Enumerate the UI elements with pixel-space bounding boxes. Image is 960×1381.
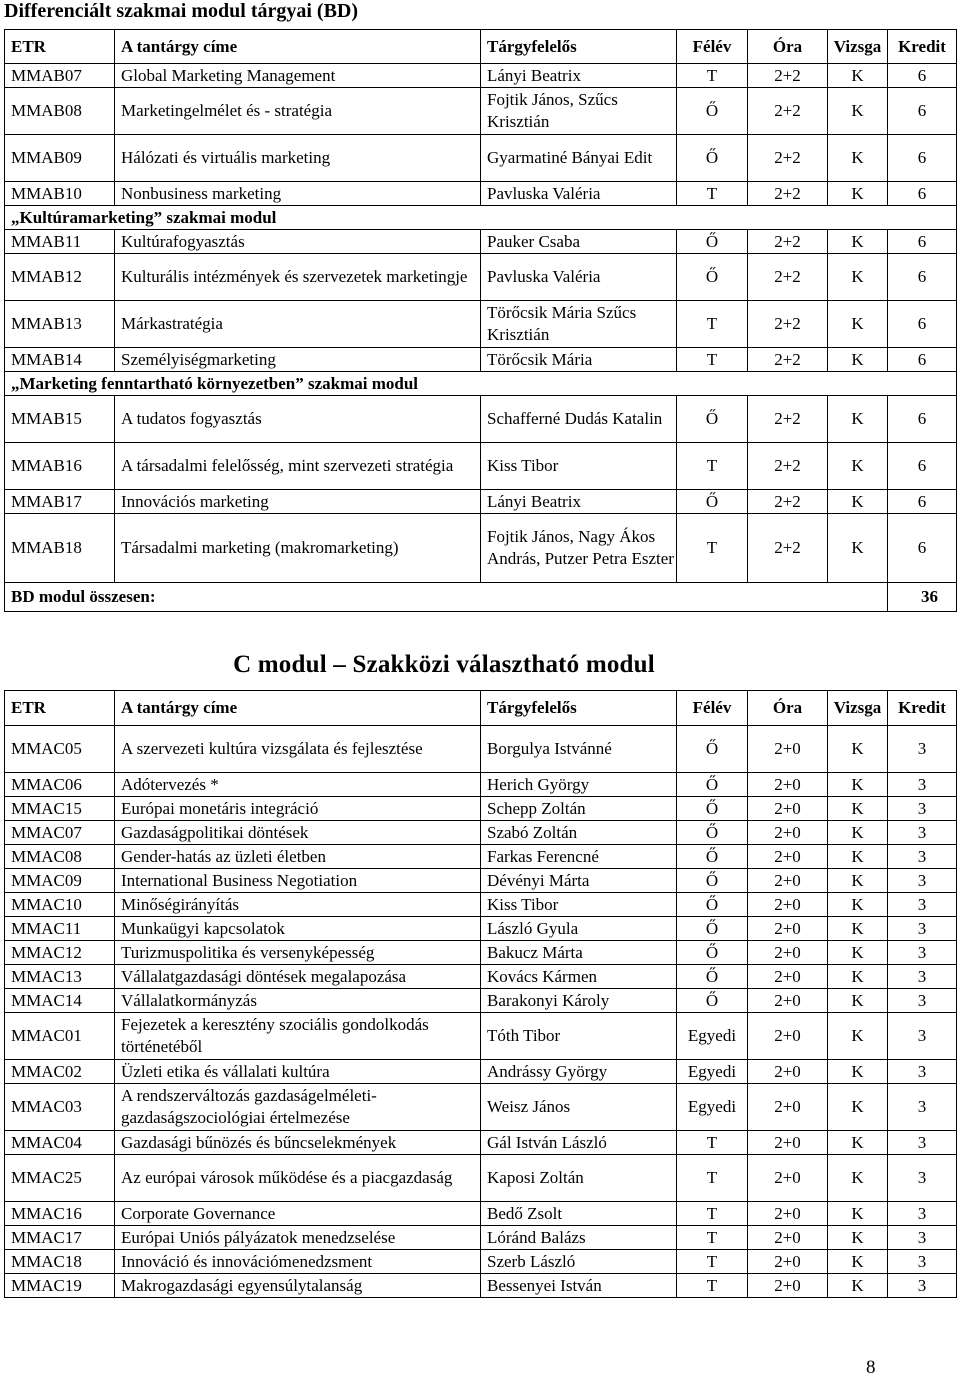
module-heading: „Marketing fenntartható környezetben” szakmai modul bbox=[5, 372, 957, 396]
cell-kredit: 6 bbox=[888, 254, 957, 301]
cell-resp: Bessenyei István bbox=[481, 1274, 677, 1298]
cell-kredit: 3 bbox=[888, 1013, 957, 1060]
cell-resp: László Gyula bbox=[481, 917, 677, 941]
cell-ora: 2+0 bbox=[748, 989, 828, 1013]
cell-vizsga: K bbox=[828, 88, 888, 135]
cell-kredit: 3 bbox=[888, 1060, 957, 1084]
cell-resp: Schepp Zoltán bbox=[481, 797, 677, 821]
cell-felev: T bbox=[677, 1202, 748, 1226]
cell-resp: Törőcsik Mária bbox=[481, 348, 677, 372]
cell-code: MMAB09 bbox=[5, 135, 115, 182]
header-title: A tantárgy címe bbox=[115, 691, 481, 726]
cell-ora: 2+0 bbox=[748, 965, 828, 989]
table-row bbox=[5, 396, 957, 443]
cell-code: MMAC11 bbox=[5, 917, 115, 941]
cell-resp: Tóth Tibor bbox=[481, 1013, 677, 1060]
cell-felev: Ő bbox=[677, 869, 748, 893]
cell-ora: 2+2 bbox=[748, 301, 828, 348]
cell-vizsga: K bbox=[828, 1226, 888, 1250]
table-row bbox=[5, 1131, 957, 1155]
cell-kredit: 3 bbox=[888, 1155, 957, 1202]
cell-felev: T bbox=[677, 1274, 748, 1298]
header-title: A tantárgy címe bbox=[115, 30, 481, 64]
cell-kredit: 3 bbox=[888, 1131, 957, 1155]
cell-code: MMAC07 bbox=[5, 821, 115, 845]
table-header-row bbox=[5, 691, 957, 726]
cell-kredit: 3 bbox=[888, 989, 957, 1013]
cell-felev: Ő bbox=[677, 773, 748, 797]
cell-title: Corporate Governance bbox=[115, 1202, 481, 1226]
cell-felev: Ő bbox=[677, 893, 748, 917]
cell-ora: 2+0 bbox=[748, 1274, 828, 1298]
cell-ora: 2+0 bbox=[748, 1013, 828, 1060]
cell-vizsga: K bbox=[828, 490, 888, 514]
cell-title: Innováció és innovációmenedzsment bbox=[115, 1250, 481, 1274]
header-felev: Félév bbox=[677, 691, 748, 726]
table-row bbox=[5, 1060, 957, 1084]
cell-kredit: 3 bbox=[888, 726, 957, 773]
header-vizsga: Vizsga bbox=[828, 30, 888, 64]
cell-resp: Dévényi Márta bbox=[481, 869, 677, 893]
cell-code: MMAB12 bbox=[5, 254, 115, 301]
cell-code: MMAC18 bbox=[5, 1250, 115, 1274]
cell-felev: Ő bbox=[677, 797, 748, 821]
cell-resp: Lányi Beatrix bbox=[481, 490, 677, 514]
cell-title: Gazdasági bűnözés és bűncselekmények bbox=[115, 1131, 481, 1155]
cell-felev: Ő bbox=[677, 88, 748, 135]
cell-ora: 2+2 bbox=[748, 182, 828, 206]
cell-felev: Ő bbox=[677, 490, 748, 514]
cell-ora: 2+0 bbox=[748, 1155, 828, 1202]
header-felev: Félév bbox=[677, 30, 748, 64]
header-code: ETR bbox=[5, 30, 115, 64]
cell-kredit: 3 bbox=[888, 1084, 957, 1131]
table-row bbox=[5, 965, 957, 989]
cell-vizsga: K bbox=[828, 64, 888, 88]
cell-resp: Pavluska Valéria bbox=[481, 254, 677, 301]
cell-kredit: 3 bbox=[888, 1274, 957, 1298]
cell-title: Társadalmi marketing (makromarketing) bbox=[115, 514, 481, 583]
cell-ora: 2+0 bbox=[748, 893, 828, 917]
cell-kredit: 3 bbox=[888, 773, 957, 797]
cell-vizsga: K bbox=[828, 845, 888, 869]
cell-code: MMAB07 bbox=[5, 64, 115, 88]
cell-felev: T bbox=[677, 1250, 748, 1274]
cell-resp: Szerb László bbox=[481, 1250, 677, 1274]
cell-vizsga: K bbox=[828, 869, 888, 893]
cell-resp: Kovács Kármen bbox=[481, 965, 677, 989]
cell-felev: Ő bbox=[677, 917, 748, 941]
cell-resp: Borgulya Istvánné bbox=[481, 726, 677, 773]
table-row bbox=[5, 514, 957, 583]
cell-vizsga: K bbox=[828, 726, 888, 773]
cell-code: MMAB13 bbox=[5, 301, 115, 348]
cell-vizsga: K bbox=[828, 965, 888, 989]
cell-kredit: 6 bbox=[888, 64, 957, 88]
table-row bbox=[5, 64, 957, 88]
cell-felev: T bbox=[677, 514, 748, 583]
cell-code: MMAC09 bbox=[5, 869, 115, 893]
cell-ora: 2+0 bbox=[748, 1202, 828, 1226]
cell-code: MMAB18 bbox=[5, 514, 115, 583]
cell-title: Kulturális intézmények és szervezetek marketingje bbox=[115, 254, 481, 301]
cell-code: MMAC25 bbox=[5, 1155, 115, 1202]
cell-title: Vállalatgazdasági döntések megalapozása bbox=[115, 965, 481, 989]
cell-code: MMAB15 bbox=[5, 396, 115, 443]
cell-title: A rendszerváltozás gazdaságelméleti-gazdaságszociológiai értelmezése bbox=[115, 1084, 481, 1131]
cell-code: MMAB08 bbox=[5, 88, 115, 135]
cell-resp: Kiss Tibor bbox=[481, 443, 677, 490]
cell-resp: Weisz János bbox=[481, 1084, 677, 1131]
cell-kredit: 6 bbox=[888, 182, 957, 206]
cell-title: Üzleti etika és vállalati kultúra bbox=[115, 1060, 481, 1084]
cell-code: MMAC04 bbox=[5, 1131, 115, 1155]
cell-felev: Ő bbox=[677, 821, 748, 845]
module-heading-row bbox=[5, 372, 957, 396]
cell-kredit: 3 bbox=[888, 1226, 957, 1250]
table-row bbox=[5, 917, 957, 941]
cell-title: Makrogazdasági egyensúlytalanság bbox=[115, 1274, 481, 1298]
table-row bbox=[5, 1250, 957, 1274]
cell-title: Márkastratégia bbox=[115, 301, 481, 348]
cell-kredit: 6 bbox=[888, 514, 957, 583]
table-row bbox=[5, 821, 957, 845]
cell-ora: 2+2 bbox=[748, 254, 828, 301]
cell-ora: 2+2 bbox=[748, 230, 828, 254]
cell-title: Marketingelmélet és - stratégia bbox=[115, 88, 481, 135]
cell-resp: Fojtik János, Szűcs Krisztián bbox=[481, 88, 677, 135]
cell-vizsga: K bbox=[828, 989, 888, 1013]
cell-vizsga: K bbox=[828, 443, 888, 490]
cell-ora: 2+0 bbox=[748, 1084, 828, 1131]
table-row bbox=[5, 1013, 957, 1060]
cell-kredit: 6 bbox=[888, 348, 957, 372]
summary-label: BD modul összesen: bbox=[5, 583, 888, 612]
header-vizsga: Vizsga bbox=[828, 691, 888, 726]
cell-felev: T bbox=[677, 182, 748, 206]
cell-kredit: 3 bbox=[888, 1202, 957, 1226]
cell-ora: 2+0 bbox=[748, 917, 828, 941]
cell-title: Turizmuspolitika és versenyképesség bbox=[115, 941, 481, 965]
cell-ora: 2+0 bbox=[748, 1226, 828, 1250]
table-row bbox=[5, 88, 957, 135]
cell-resp: Kaposi Zoltán bbox=[481, 1155, 677, 1202]
cell-title: Személyiségmarketing bbox=[115, 348, 481, 372]
cell-kredit: 6 bbox=[888, 230, 957, 254]
header-kredit: Kredit bbox=[888, 30, 957, 64]
cell-code: MMAB11 bbox=[5, 230, 115, 254]
cell-code: MMAC10 bbox=[5, 893, 115, 917]
cell-felev: Ő bbox=[677, 135, 748, 182]
table-row bbox=[5, 941, 957, 965]
cell-felev: Ő bbox=[677, 230, 748, 254]
cell-resp: Törőcsik Mária Szűcs Krisztián bbox=[481, 301, 677, 348]
cell-title: Munkaügyi kapcsolatok bbox=[115, 917, 481, 941]
table-row bbox=[5, 348, 957, 372]
cell-kredit: 3 bbox=[888, 821, 957, 845]
cell-vizsga: K bbox=[828, 514, 888, 583]
summary-row bbox=[5, 583, 957, 612]
cell-title: Kultúrafogyasztás bbox=[115, 230, 481, 254]
header-kredit: Kredit bbox=[888, 691, 957, 726]
cell-resp: Fojtik János, Nagy Ákos András, Putzer Petra Eszter bbox=[481, 514, 677, 583]
cell-title: Vállalatkormányzás bbox=[115, 989, 481, 1013]
cell-title: Európai Uniós pályázatok menedzselése bbox=[115, 1226, 481, 1250]
table-row bbox=[5, 135, 957, 182]
cell-code: MMAC17 bbox=[5, 1226, 115, 1250]
table-row bbox=[5, 893, 957, 917]
cell-kredit: 3 bbox=[888, 917, 957, 941]
cell-ora: 2+0 bbox=[748, 869, 828, 893]
cell-ora: 2+0 bbox=[748, 1060, 828, 1084]
cell-code: MMAC06 bbox=[5, 773, 115, 797]
cell-kredit: 6 bbox=[888, 88, 957, 135]
cell-vizsga: K bbox=[828, 182, 888, 206]
cell-vizsga: K bbox=[828, 941, 888, 965]
cell-title: Az európai városok működése és a piacgazdaság bbox=[115, 1155, 481, 1202]
cell-title: A társadalmi felelősség, mint szervezeti stratégia bbox=[115, 443, 481, 490]
cell-code: MMAB16 bbox=[5, 443, 115, 490]
table-row bbox=[5, 726, 957, 773]
module-heading: „Kultúramarketing” szakmai modul bbox=[5, 206, 957, 230]
cell-ora: 2+0 bbox=[748, 845, 828, 869]
cell-kredit: 6 bbox=[888, 443, 957, 490]
header-resp: Tárgyfelelős bbox=[481, 691, 677, 726]
cell-title: Nonbusiness marketing bbox=[115, 182, 481, 206]
cell-title: A tudatos fogyasztás bbox=[115, 396, 481, 443]
cell-felev: Ő bbox=[677, 965, 748, 989]
summary-value: 36 bbox=[888, 583, 957, 612]
cell-felev: T bbox=[677, 1131, 748, 1155]
cell-felev: T bbox=[677, 1155, 748, 1202]
cell-felev: Ő bbox=[677, 396, 748, 443]
cell-code: MMAC03 bbox=[5, 1084, 115, 1131]
cell-resp: Bakucz Márta bbox=[481, 941, 677, 965]
table-row bbox=[5, 1274, 957, 1298]
cell-resp: Herich György bbox=[481, 773, 677, 797]
cell-title: Gazdaságpolitikai döntések bbox=[115, 821, 481, 845]
cell-code: MMAC02 bbox=[5, 1060, 115, 1084]
cell-ora: 2+2 bbox=[748, 396, 828, 443]
cell-kredit: 3 bbox=[888, 965, 957, 989]
cell-title: Gender-hatás az üzleti életben bbox=[115, 845, 481, 869]
cell-vizsga: K bbox=[828, 1250, 888, 1274]
section-c-title: C modul – Szakközi választható modul bbox=[233, 651, 655, 678]
header-ora: Óra bbox=[748, 691, 828, 726]
cell-resp: Pavluska Valéria bbox=[481, 182, 677, 206]
cell-code: MMAB17 bbox=[5, 490, 115, 514]
cell-ora: 2+2 bbox=[748, 490, 828, 514]
cell-felev: T bbox=[677, 301, 748, 348]
cell-ora: 2+0 bbox=[748, 1250, 828, 1274]
cell-code: MMAC19 bbox=[5, 1274, 115, 1298]
cell-vizsga: K bbox=[828, 1155, 888, 1202]
cell-felev: Egyedi bbox=[677, 1060, 748, 1084]
cell-ora: 2+2 bbox=[748, 135, 828, 182]
cell-vizsga: K bbox=[828, 821, 888, 845]
table-row bbox=[5, 989, 957, 1013]
table-row bbox=[5, 845, 957, 869]
cell-title: International Business Negotiation bbox=[115, 869, 481, 893]
cell-ora: 2+2 bbox=[748, 348, 828, 372]
cell-code: MMAC08 bbox=[5, 845, 115, 869]
cell-code: MMAC05 bbox=[5, 726, 115, 773]
cell-code: MMAC14 bbox=[5, 989, 115, 1013]
table-row bbox=[5, 254, 957, 301]
cell-vizsga: K bbox=[828, 1013, 888, 1060]
cell-kredit: 6 bbox=[888, 490, 957, 514]
cell-felev: Ő bbox=[677, 845, 748, 869]
cell-felev: Ő bbox=[677, 254, 748, 301]
cell-resp: Schafferné Dudás Katalin bbox=[481, 396, 677, 443]
module-heading-row bbox=[5, 206, 957, 230]
cell-code: MMAC13 bbox=[5, 965, 115, 989]
table-row bbox=[5, 1155, 957, 1202]
cell-vizsga: K bbox=[828, 348, 888, 372]
table-row bbox=[5, 1202, 957, 1226]
cell-resp: Barakonyi Károly bbox=[481, 989, 677, 1013]
cell-ora: 2+0 bbox=[748, 773, 828, 797]
cell-felev: Egyedi bbox=[677, 1013, 748, 1060]
cell-kredit: 3 bbox=[888, 941, 957, 965]
cell-ora: 2+0 bbox=[748, 726, 828, 773]
table-row bbox=[5, 869, 957, 893]
cell-kredit: 6 bbox=[888, 301, 957, 348]
cell-title: Global Marketing Management bbox=[115, 64, 481, 88]
cell-code: MMAB14 bbox=[5, 348, 115, 372]
cell-resp: Szabó Zoltán bbox=[481, 821, 677, 845]
cell-code: MMAC12 bbox=[5, 941, 115, 965]
cell-ora: 2+0 bbox=[748, 1131, 828, 1155]
cell-title: Adótervezés * bbox=[115, 773, 481, 797]
cell-vizsga: K bbox=[828, 254, 888, 301]
cell-code: MMAB10 bbox=[5, 182, 115, 206]
cell-felev: Ő bbox=[677, 989, 748, 1013]
cell-vizsga: K bbox=[828, 797, 888, 821]
table-row bbox=[5, 182, 957, 206]
table-row bbox=[5, 230, 957, 254]
cell-felev: T bbox=[677, 1226, 748, 1250]
header-code: ETR bbox=[5, 691, 115, 726]
cell-kredit: 6 bbox=[888, 135, 957, 182]
cell-title: Minőségirányítás bbox=[115, 893, 481, 917]
cell-felev: Ő bbox=[677, 726, 748, 773]
cell-title: Hálózati és virtuális marketing bbox=[115, 135, 481, 182]
cell-kredit: 3 bbox=[888, 1250, 957, 1274]
cell-ora: 2+2 bbox=[748, 443, 828, 490]
cell-vizsga: K bbox=[828, 893, 888, 917]
cell-resp: Lányi Beatrix bbox=[481, 64, 677, 88]
cell-resp: Gál István László bbox=[481, 1131, 677, 1155]
cell-kredit: 3 bbox=[888, 869, 957, 893]
cell-vizsga: K bbox=[828, 396, 888, 443]
cell-resp: Lóránd Balázs bbox=[481, 1226, 677, 1250]
table-row bbox=[5, 1226, 957, 1250]
course-table-bd bbox=[4, 29, 957, 612]
section-b-title: Differenciált szakmai modul tárgyai (BD) bbox=[4, 0, 359, 22]
cell-code: MMAC01 bbox=[5, 1013, 115, 1060]
table-row bbox=[5, 443, 957, 490]
table-row bbox=[5, 773, 957, 797]
cell-kredit: 3 bbox=[888, 893, 957, 917]
cell-felev: Ő bbox=[677, 941, 748, 965]
cell-code: MMAC15 bbox=[5, 797, 115, 821]
cell-title: Európai monetáris integráció bbox=[115, 797, 481, 821]
cell-ora: 2+2 bbox=[748, 88, 828, 135]
cell-felev: T bbox=[677, 348, 748, 372]
cell-kredit: 3 bbox=[888, 845, 957, 869]
table-header-row bbox=[5, 30, 957, 64]
cell-resp: Gyarmatiné Bányai Edit bbox=[481, 135, 677, 182]
table-row bbox=[5, 490, 957, 514]
cell-vizsga: K bbox=[828, 230, 888, 254]
cell-vizsga: K bbox=[828, 1202, 888, 1226]
cell-ora: 2+2 bbox=[748, 64, 828, 88]
cell-vizsga: K bbox=[828, 301, 888, 348]
cell-resp: Pauker Csaba bbox=[481, 230, 677, 254]
cell-felev: T bbox=[677, 443, 748, 490]
cell-vizsga: K bbox=[828, 1060, 888, 1084]
page-number: 8 bbox=[866, 1357, 876, 1378]
table-row bbox=[5, 301, 957, 348]
cell-resp: Farkas Ferencné bbox=[481, 845, 677, 869]
cell-resp: Kiss Tibor bbox=[481, 893, 677, 917]
cell-resp: Bedő Zsolt bbox=[481, 1202, 677, 1226]
cell-vizsga: K bbox=[828, 917, 888, 941]
cell-kredit: 6 bbox=[888, 396, 957, 443]
cell-code: MMAC16 bbox=[5, 1202, 115, 1226]
course-table-c bbox=[4, 690, 957, 1298]
cell-ora: 2+2 bbox=[748, 514, 828, 583]
cell-title: Innovációs marketing bbox=[115, 490, 481, 514]
cell-vizsga: K bbox=[828, 1084, 888, 1131]
cell-ora: 2+0 bbox=[748, 941, 828, 965]
cell-felev: Egyedi bbox=[677, 1084, 748, 1131]
cell-vizsga: K bbox=[828, 1274, 888, 1298]
header-ora: Óra bbox=[748, 30, 828, 64]
cell-ora: 2+0 bbox=[748, 797, 828, 821]
header-resp: Tárgyfelelős bbox=[481, 30, 677, 64]
cell-felev: T bbox=[677, 64, 748, 88]
cell-ora: 2+0 bbox=[748, 821, 828, 845]
cell-vizsga: K bbox=[828, 135, 888, 182]
cell-kredit: 3 bbox=[888, 797, 957, 821]
cell-title: Fejezetek a keresztény szociális gondolkodás történetéből bbox=[115, 1013, 481, 1060]
table-row bbox=[5, 1084, 957, 1131]
cell-vizsga: K bbox=[828, 773, 888, 797]
cell-vizsga: K bbox=[828, 1131, 888, 1155]
cell-resp: Andrássy György bbox=[481, 1060, 677, 1084]
cell-title: A szervezeti kultúra vizsgálata és fejlesztése bbox=[115, 726, 481, 773]
table-row bbox=[5, 797, 957, 821]
